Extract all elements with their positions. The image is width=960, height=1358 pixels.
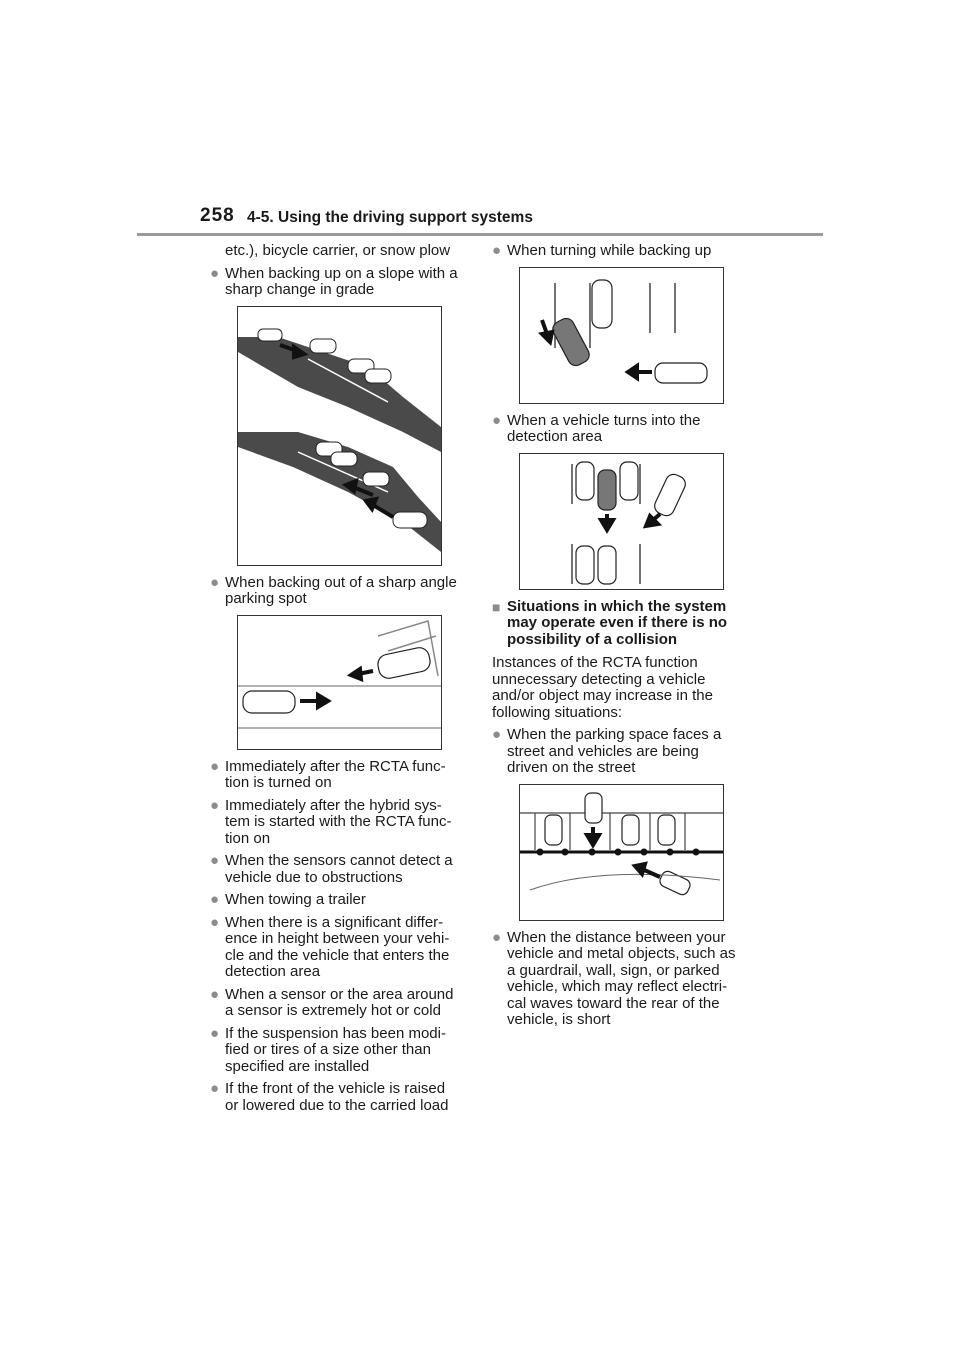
bullet-item (492, 243, 742, 260)
header-rule (137, 233, 823, 236)
turning-reverse-drawing (520, 268, 723, 403)
bullet-text: When the parking space faces a street and vehicles are being driven on the street (507, 726, 722, 776)
bullet-text: If the front of the vehicle is raised or lowered due to the carried load (225, 1080, 449, 1114)
bullet-icon: ● (210, 1080, 220, 1097)
bullet-item (210, 1081, 460, 1114)
bullet-icon: ● (210, 1024, 220, 1042)
bullet-item (210, 892, 460, 909)
bullet-text: Immediately after the RCTA func-tion is turned on (225, 757, 446, 791)
bullet-icon: ● (210, 985, 220, 1003)
street-facing-parking-illustration (519, 784, 724, 921)
bullet-icon: ● (492, 411, 502, 429)
bullet-text: When backing out of a sharp angle parking spot (225, 573, 457, 607)
paragraph: Instances of the RCTA function unnecessary detecting a vehicle and/or object may increase in the following situations: (492, 654, 713, 721)
bullet-item (492, 727, 742, 777)
bullet-item (210, 759, 460, 792)
bullet-icon: ● (210, 573, 220, 591)
bullet-icon: ● (492, 242, 502, 259)
continuation-text: etc.), bicycle carrier, or snow plow (225, 242, 451, 259)
left-column (210, 243, 460, 1120)
bullet-icon: ● (210, 891, 220, 908)
bullet-icon: ● (210, 757, 220, 775)
bullet-item (210, 1026, 460, 1076)
bullet-text: When a vehicle turns into the detection area (507, 411, 701, 445)
subheading-text: Situations in which the system may operate even if there is no possibility of a collision (507, 597, 728, 648)
bullet-text: When turning while backing up (507, 242, 712, 259)
bullet-text: When backing up on a slope with a sharp change in grade (225, 264, 458, 298)
turning-reverse-illustration (519, 267, 724, 404)
right-column (492, 243, 742, 1035)
bullet-text: When a sensor or the area around a sensor is extremely hot or cold (225, 985, 454, 1019)
bullet-icon: ● (210, 852, 220, 869)
bullet-text: When the sensors cannot detect a vehicle due to obstructions (225, 852, 453, 886)
bullet-icon: ● (210, 796, 220, 814)
bullet-icon: ● (210, 264, 220, 282)
slope-drawing (238, 307, 441, 565)
bullet-item (210, 987, 460, 1020)
bullet-icon: ● (492, 928, 502, 946)
bullet-item (492, 930, 742, 1029)
bullet-icon: ● (210, 913, 220, 931)
bullet-item (492, 413, 742, 446)
vehicle-turning-in-drawing (520, 454, 723, 589)
bullet-icon: ● (492, 726, 502, 743)
bullet-item (210, 266, 460, 299)
bullet-text: When there is a significant differ-ence in height between your vehi-cle and the vehicle that enters the detection area (225, 913, 450, 980)
page-number: 258 (200, 205, 235, 226)
angled-parking-illustration (237, 615, 442, 750)
bullet-text: When towing a trailer (225, 891, 366, 908)
slope-illustration (237, 306, 442, 566)
vehicle-turning-in-illustration (519, 453, 724, 590)
bullet-text: When the distance between your vehicle and metal objects, such as a guardrail, wall, sign, or parked vehicle, which may reflect electri-cal waves toward the rear of the vehicle, is short (507, 928, 736, 1028)
bullet-text: If the suspension has been modi-fied or tires of a size other than specified are installed (225, 1024, 446, 1075)
subheading (492, 599, 742, 649)
bullet-item (210, 915, 460, 981)
bullet-item (210, 853, 460, 886)
street-facing-parking-drawing (520, 785, 723, 920)
section-title: 4-5. Using the driving support systems (247, 209, 533, 226)
square-bullet-icon: ■ (492, 598, 501, 615)
angled-parking-drawing (238, 616, 441, 749)
bullet-item (210, 575, 460, 608)
bullet-text: Immediately after the hybrid sys-tem is started with the RCTA func-tion on (225, 796, 452, 847)
bullet-item (210, 798, 460, 848)
